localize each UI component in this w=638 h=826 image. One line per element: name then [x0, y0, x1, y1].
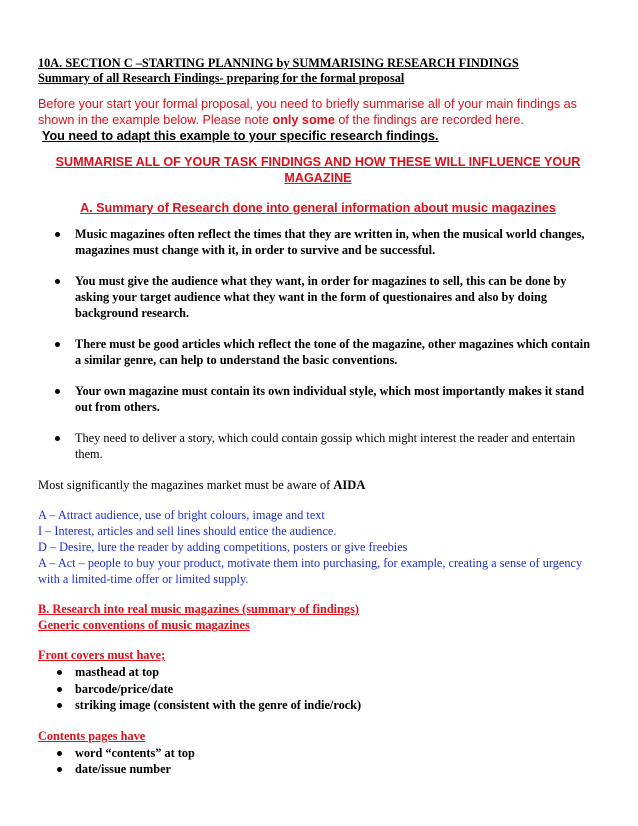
list-item	[38, 761, 598, 778]
list-item-text: masthead at top	[75, 665, 160, 679]
bullet-icon	[57, 687, 62, 692]
bullet-icon	[55, 389, 60, 394]
list-item	[38, 430, 598, 462]
contents-pages-list	[38, 745, 598, 778]
list-item-text: There must be good articles which reflect the tone of the magazine, other magazines which contain a similar genre, can help to understand the basic conventions.	[75, 337, 591, 367]
contents-pages-heading: Contents pages have	[38, 728, 146, 743]
section-a-title: A. Summary of Research done into general information about music magazines	[80, 201, 556, 215]
bullet-icon	[57, 767, 62, 772]
summarise-heading: SUMMARISE ALL OF YOUR TASK FINDINGS AND HOW THESE WILL INFLUENCE YOUR MAGAZINE	[55, 155, 581, 185]
intro-text-1: Before your start your formal proposal, you need to briefly summarise all of your main findings as shown in the example below. Please note	[38, 97, 577, 127]
section-b-title	[38, 601, 598, 633]
bullet-icon	[55, 342, 60, 347]
list-item-text: striking image (consistent with the genre of indie/rock)	[75, 698, 362, 712]
bullet-icon	[57, 703, 62, 708]
aida-line-desire: D – Desire, lure the reader by adding competitions, posters or give freebies	[38, 540, 408, 554]
list-item	[38, 383, 598, 415]
intro-paragraph	[38, 96, 598, 128]
aida-intro	[38, 477, 598, 493]
list-item-text: You must give the audience what they want, in order for magazines to sell, this can be done by asking your target audience what they want in the form of questionaires and also by doing background research.	[75, 274, 567, 320]
intro-text-2: of the findings are recorded here.	[334, 113, 524, 127]
list-item-text: date/issue number	[75, 762, 171, 776]
list-item	[38, 664, 598, 681]
list-item	[38, 336, 598, 368]
bullet-icon	[55, 436, 60, 441]
section-b-subtitle: Generic conventions of music magazines	[38, 618, 250, 632]
bullet-icon	[57, 670, 62, 675]
list-item	[38, 697, 598, 714]
list-item-text: Music magazines often reflect the times that they are written in, when the musical world changes, magazines must change with it, in order to survive and be successful.	[75, 227, 585, 257]
list-item-text: barcode/price/date	[75, 681, 174, 696]
list-item	[38, 273, 598, 321]
front-covers-list	[38, 664, 598, 714]
bullet-icon	[57, 751, 62, 756]
list-item	[38, 681, 598, 698]
aida-list	[38, 507, 598, 587]
aida-acronym: AIDA	[333, 478, 366, 492]
list-item-text: They need to deliver a story, which could contain gossip which might interest the reader and entertain them.	[75, 431, 576, 461]
list-item-text: Your own magazine must contain its own individual style, which most importantly makes it stand out from others.	[75, 384, 585, 414]
section-subtitle: Summary of all Research Findings- preparing for the formal proposal	[38, 71, 405, 85]
section-a-bullet-list	[38, 226, 598, 462]
aida-line-act: A – Act – people to buy your product, motivate them into purchasing, for example, creating a sense of urgency with a limited-time offer or limited supply.	[38, 556, 583, 586]
bullet-icon	[55, 232, 60, 237]
adapt-instruction: You need to adapt this example to your specific research findings.	[42, 129, 439, 143]
aida-line-attract: A – Attract audience, use of bright colours, image and text	[38, 508, 325, 522]
list-item-text: word “contents” at top	[75, 745, 195, 760]
list-item	[38, 745, 598, 762]
list-item	[38, 226, 598, 258]
section-title: 10A. SECTION C –STARTING PLANNING by SUMMARISING RESEARCH FINDINGS	[38, 56, 519, 70]
aida-intro-text: Most significantly the magazines market must be aware of	[38, 478, 334, 492]
intro-emphasis: only some	[272, 113, 335, 127]
front-covers-heading: Front covers must have;	[38, 648, 166, 662]
section-b-title-text: B. Research into real music magazines (summary of findings)	[38, 602, 359, 616]
bullet-icon	[55, 279, 60, 284]
aida-line-interest: I – Interest, articles and sell lines should entice the audience.	[38, 524, 337, 538]
